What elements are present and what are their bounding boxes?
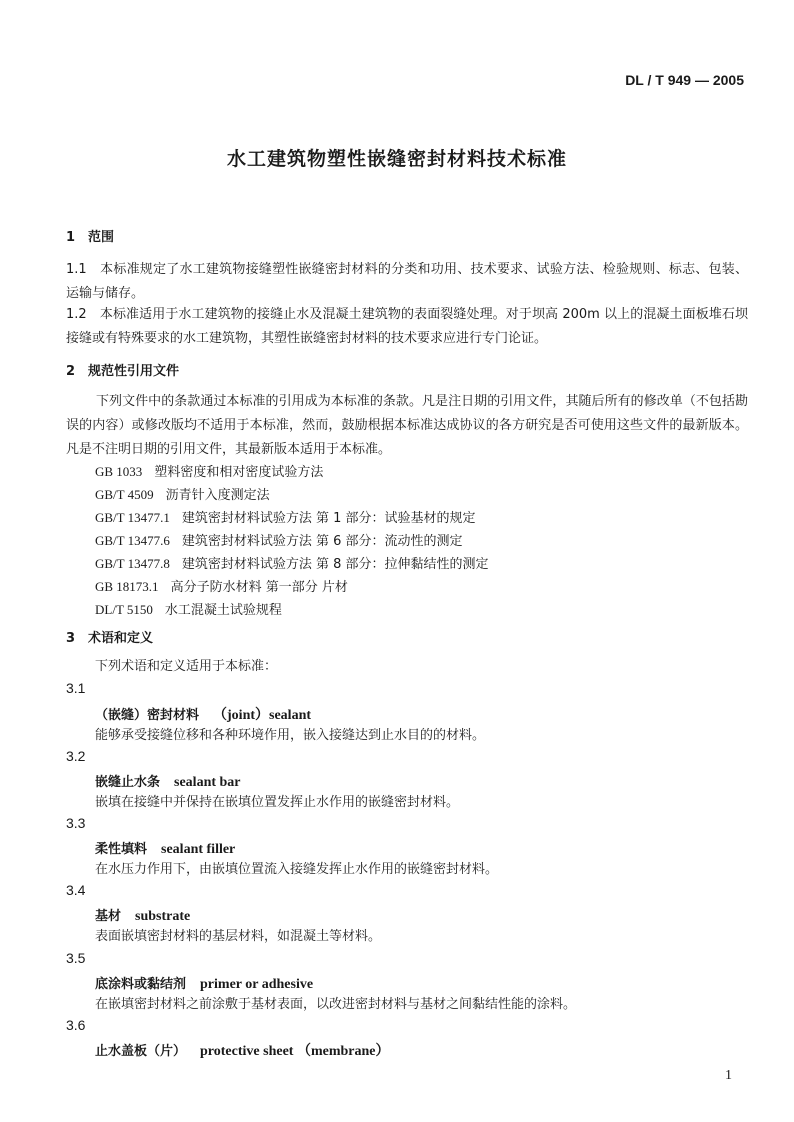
ref-title: 高分子防水材料 第一部分 片材: [170, 580, 348, 595]
ref-code: GB/T 13477.8: [95, 556, 170, 571]
ref-code: DL/T 5150: [95, 602, 153, 617]
term-heading: [95, 973, 313, 993]
term-heading: [95, 905, 190, 925]
section-2-intro-text: 下列文件中的条款通过本标准的引用成为本标准的条款。凡是注日期的引用文件，其随后所有的修改单（不包括勘误的内容）或修改版均不适用于本标准，然而，鼓励根据本标准达成协议的各方研究是否可使用这些文件的最新版本。凡是不注明日期的引用文件，其最新版本适用于本标准。: [66, 394, 748, 457]
term-zh: 止水盖板（片）: [95, 1044, 187, 1059]
section-2-intro: [66, 390, 748, 462]
ref-item: [95, 507, 476, 526]
term-number: 3.5: [66, 950, 86, 966]
section-1-heading: 1 范围: [66, 230, 115, 245]
ref-title: 水工混凝土试验规程: [164, 603, 282, 618]
ref-item: [95, 576, 348, 595]
ref-code: GB 1033: [95, 464, 143, 479]
term-zh: 基材: [95, 909, 122, 924]
document-number: DL / T 949 — 2005: [625, 72, 744, 88]
term-zh: 底涂料或黏结剂: [95, 977, 187, 992]
term-en: sealant filler: [161, 842, 236, 857]
term-zh: 嵌缝止水条: [95, 775, 161, 790]
ref-title: 沥青针入度测定法: [165, 488, 270, 503]
term-number: 3.6: [66, 1017, 86, 1033]
page-number: 1: [725, 1068, 732, 1083]
term-en: sealant bar: [174, 775, 241, 790]
clause-1-2: 1.2 本标准适用于水工建筑物的接缝止水及混凝土建筑物的表面裂缝处理。对于坝高 200m 以上的混凝土面板堆石坝接缝或有特殊要求的水工建筑物，其塑性嵌缝密封材料的技术要求应进行专门论证。: [66, 307, 748, 346]
term-heading: [95, 704, 311, 724]
ref-item: [95, 530, 463, 549]
term-number: 3.4: [66, 882, 86, 898]
page-title: 水工建筑物塑性嵌缝密封材料技术标准: [226, 148, 567, 170]
term-definition: 嵌填在接缝中并保持在嵌填位置发挥止水作用的嵌缝密封材料。: [95, 795, 460, 810]
section-2-heading: 2 规范性引用文件: [66, 364, 180, 379]
term-definition: 能够承受接缝位移和各种环境作用，嵌入接缝达到止水目的的材料。: [95, 728, 486, 743]
ref-code: GB/T 13477.1: [95, 510, 170, 525]
clause-1-1: 1.1 本标准规定了水工建筑物接缝塑性嵌缝密封材料的分类和功用、技术要求、试验方法、检验规则、标志、包装、运输与储存。: [66, 262, 748, 301]
ref-title: 塑料密度和相对密度试验方法: [154, 465, 324, 480]
ref-title: 建筑密封材料试验方法 第 1 部分：试验基材的规定: [181, 511, 476, 526]
term-number: 3.2: [66, 748, 86, 764]
ref-code: GB 18173.1: [95, 579, 159, 594]
section-3-intro: 下列术语和定义适用于本标准：: [95, 659, 278, 674]
term-number: 3.3: [66, 815, 86, 831]
term-en: primer or adhesive: [200, 977, 314, 992]
term-heading: [95, 838, 235, 858]
term-en: substrate: [135, 909, 191, 924]
ref-item: [95, 553, 489, 572]
ref-code: GB/T 13477.6: [95, 533, 170, 548]
term-en: protective sheet （membrane）: [200, 1044, 390, 1059]
ref-item: [95, 599, 282, 618]
ref-title: 建筑密封材料试验方法 第 6 部分：流动性的测定: [181, 534, 463, 549]
term-heading: [95, 771, 241, 791]
term-definition: 在水压力作用下，由嵌填位置流入接缝发挥止水作用的嵌缝密封材料。: [95, 862, 499, 877]
ref-code: GB/T 4509: [95, 487, 154, 502]
term-definition: 表面嵌填密封材料的基层材料，如混凝土等材料。: [95, 929, 382, 944]
term-en: （joint）sealant: [213, 708, 312, 723]
term-number: 3.1: [66, 680, 86, 696]
ref-title: 建筑密封材料试验方法 第 8 部分：拉伸黏结性的测定: [181, 557, 489, 572]
term-definition: 在嵌填密封材料之前涂敷于基材表面，以改进密封材料与基材之间黏结性能的涂料。: [95, 997, 577, 1012]
term-heading: [95, 1040, 389, 1060]
term-zh: （嵌缝）密封材料: [95, 708, 200, 723]
term-zh: 柔性填料: [95, 842, 148, 857]
ref-item: [95, 461, 323, 480]
ref-item: [95, 484, 270, 503]
section-3-heading: 3 术语和定义: [66, 631, 154, 646]
